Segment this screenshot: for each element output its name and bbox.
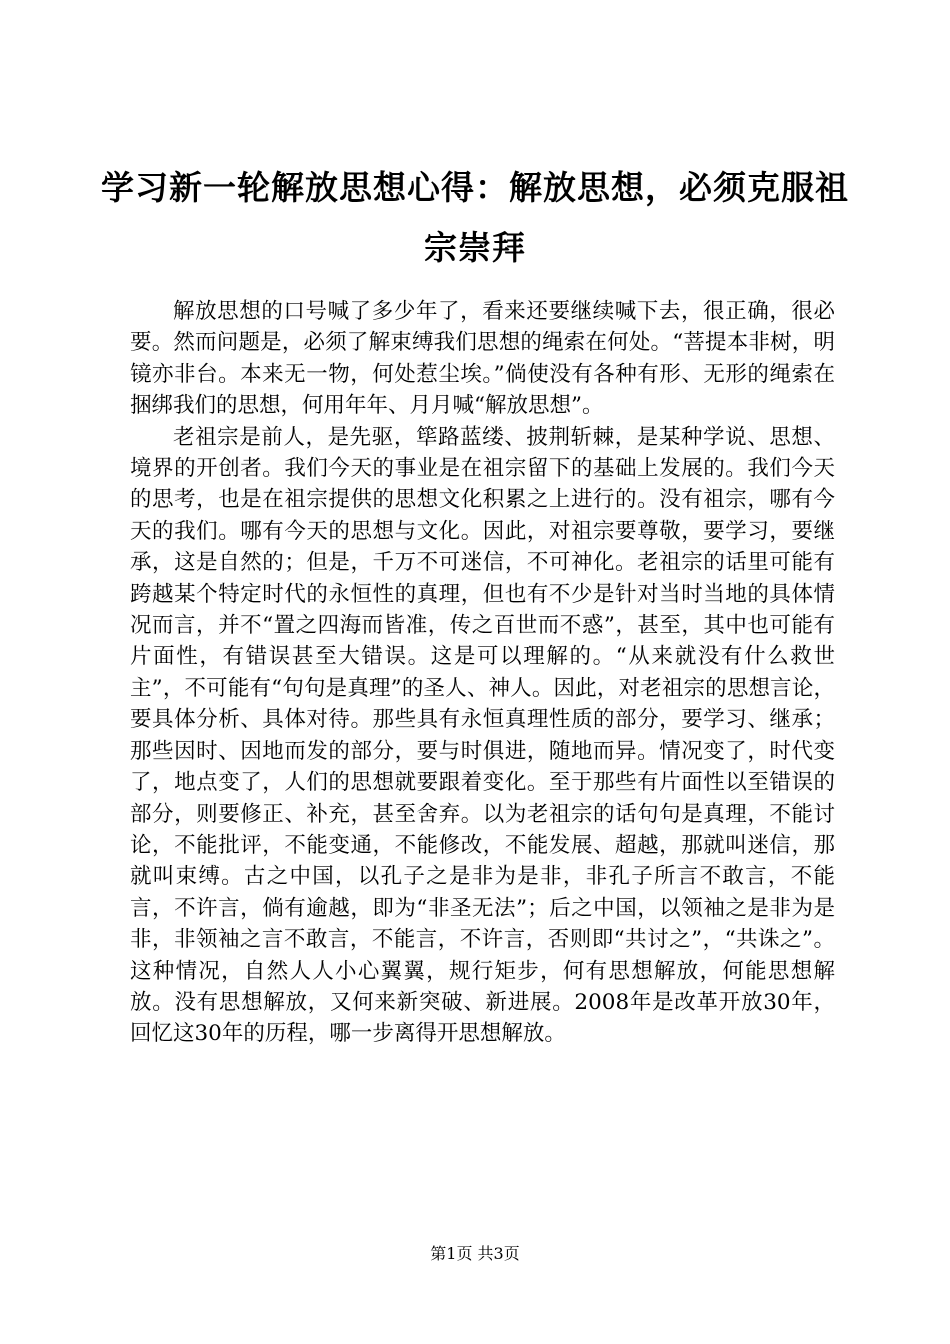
paragraph-1: 解放思想的口号喊了多少年了，看来还要继续喊下去，很正确，很必要。然而问题是，必须了解束缚我们思想的绳索在何处。“菩提本非树，明镜亦非台。本来无一物，何处惹尘埃。”倘使没有各种有形、无形的绳索在捆绑我们的思想，何用年年、月月喊“解放思想”。 bbox=[130, 299, 835, 419]
document-title: 学习新一轮解放思想心得：解放思想，必须克服祖宗崇拜 bbox=[101, 168, 849, 267]
document-body bbox=[130, 296, 835, 1050]
paragraph-2: 老祖宗是前人，是先驱，筚路蓝缕、披荆斩棘，是某种学说、思想、境界的开创者。我们今天的事业是在祖宗留下的基础上发展的。我们今天的思考，也是在祖宗提供的思想文化积累之上进行的。没有祖宗，哪有今天的我们。哪有今天的思想与文化。因此，对祖宗要尊敬，要学习，要继承，这是自然的；但是，千万不可迷信，不可神化。老祖宗的话里可能有跨越某个特定时代的永恒性的真理，但也有不少是针对当时当地的具体情况而言，并不“置之四海而皆准，传之百世而不惑”，甚至，其中也可能有片面性，有错误甚至大错误。这是可以理解的。“从来就没有什么救世主”，不可能有“句句是真理”的圣人、神人。因此，对老祖宗的思想言论，要具体分析、具体对待。那些具有永恒真理性质的部分，要学习、继承；那些因时、因地而发的部分，要与时俱进，随地而异。情况变了，时代变了，地点变了，人们的思想就要跟着变化。至于那些有片面性以至错误的部分，则要修正、补充，甚至舍弃。以为老祖宗的话句句是真理，不能讨论，不能批评，不能变通，不能修改，不能发展、超越，那就叫迷信，那就叫束缚。古之中国，以孔子之是非为是非，非孔子所言不敢言，不能言，不许言，倘有逾越，即为“非圣无法”；后之中国，以领袖之是非为是非，非领袖之言不敢言，不能言，不许言，否则即“共讨之”，“共诛之”。这种情况，自然人人小心翼翼，规行矩步，何有思想解放，何能思想解放。没有思想解放，又何来新突破、新进展。2008年是改革开放30年，回忆这30年的历程，哪一步离得开思想解放。 bbox=[130, 424, 835, 1047]
page-number-footer: 第1页 共3页 bbox=[430, 1244, 520, 1263]
